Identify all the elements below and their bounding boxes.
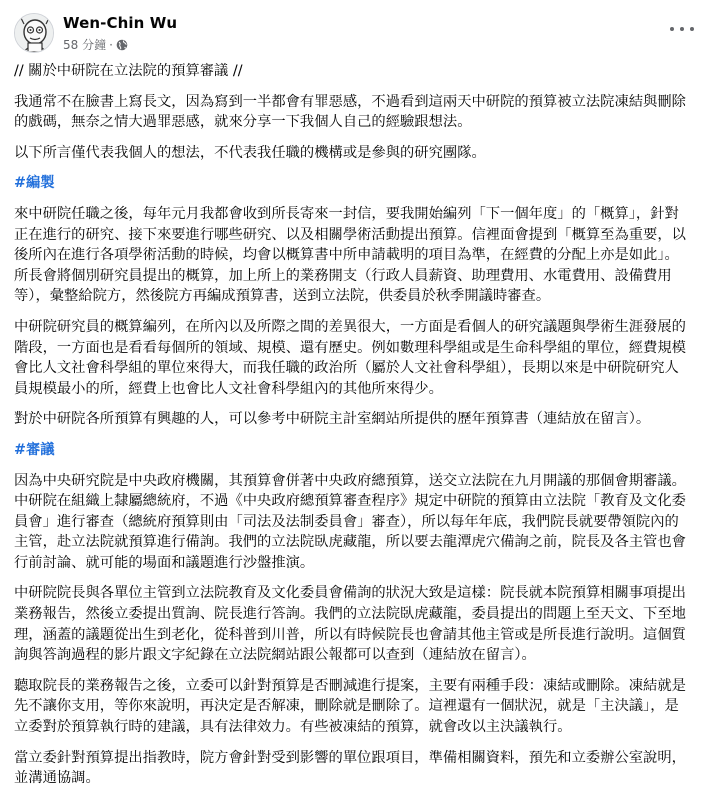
- globe-icon[interactable]: [116, 39, 128, 51]
- paragraph-disclaimer: 以下所言僅代表我個人的想法，不代表我任職的機構或是參與的研究團隊。: [14, 144, 486, 161]
- post-header: [14, 13, 694, 55]
- more-options-icon[interactable]: [670, 21, 694, 37]
- hashtag-link[interactable]: #編製: [14, 175, 55, 192]
- avatar[interactable]: [14, 13, 54, 53]
- paragraph-freeze-cut: 聽取院長的業務報告之後，立委可以針對預算是否刪減進行提案，主要有兩種手段：凍結或刪除。凍結就是先不讓你支用，等你來說明，再決定是否解凍，刪除就是刪除了。這裡還有一個狀況，就是「主決議」，是立委對於預算執行時的建議，具有法律效力。有些被凍結的預算，就會改以主決議執行。: [14, 677, 686, 736]
- post-time[interactable]: 58 分鐘: [63, 38, 107, 52]
- post-content: [14, 61, 690, 799]
- dot: [670, 27, 674, 31]
- paragraph-budget-reference: 對於中研院各所預算有興趣的人，可以參考中研院主計室網站所提供的歷年預算書（連結放在留言）。: [14, 411, 651, 428]
- paragraph-coordination: 當立委針對預算提出指教時，院方會針對受到影響的單位跟項目，準備相關資料，預先和立委辦公室說明，並溝通協調。: [14, 749, 686, 787]
- paragraph-budget-drafting: 來中研院任職之後，每年元月我都會收到所長寄來一封信，要我開始編列「下一個年度」的「概算」，針對正在進行的研究、接下來要進行哪些研究、以及相關學術活動提出預算。信裡面會提到「概算至為重要，以後所內在進行各項學術活動的時候，均會以概算書中所申請載明的項目為準，在經費的分配上亦是如此」。所長會將個別研究員提出的概算，加上所上的業務開支（行政人員薪資、助理費用、水電費用、設備費用等），彙整給院方，然後院方再編成預算書，送到立法院，供委員於秋季開議時審查。: [14, 205, 686, 305]
- author-name[interactable]: Wen-Chin Wu: [63, 14, 178, 32]
- hashtag-link[interactable]: #審議: [14, 441, 55, 458]
- paragraph-budget-scale: 中研院研究員的概算編列，在所內以及所際之間的差異很大，一方面是看個人的研究議題與學術生涯發展的階段，一方面也是看看每個所的領域、規模、還有歷史。例如數理科學組或是生命科學組的單位，經費規模會比人文社會科學組的單位來得大，而我任職的政治所（屬於人文社會科學組），長期以來是中研院研究人員規模最小的所，經費上也會比人文社會科學組內的其他所來得少。: [14, 318, 686, 397]
- paragraph-interpellation: 中研院院長與各單位主管到立法院教育及文化委員會備詢的狀況大致是這樣：院長就本院預算相關事項提出業務報告，然後立委提出質詢、院長進行答詢。我們的立法院臥虎藏龍，委員提出的問題上至天文、下至地理，涵蓋的議題從出生到老化，從科普到川普，所以有時候院長也會請其他主管或是所長進行說明。這個質詢與答詢過程的影片跟文字紀錄在立法院網站跟公報都可以查到（連結放在留言）。: [14, 585, 686, 664]
- avatar-cartoon-icon: [15, 14, 54, 53]
- dot: [680, 27, 684, 31]
- meta-separator: ·: [109, 37, 113, 52]
- dot: [690, 27, 694, 31]
- post-meta: [63, 36, 128, 53]
- paragraph-review-process: 因為中央研究院是中央政府機關，其預算會併著中央政府總預算，送交立法院在九月開議的那個會期審議。中研院在組織上隸屬總統府，不過《中央政府總預算審查程序》規定中研院的預算由立法院「教育及文化委員會」進行審查（總統府預算則由「司法及法制委員會」審查），所以每年年底，我們院長就要帶領院內的主管，赴立法院就預算進行備詢。我們的立法院臥虎藏龍，所以要去龍潭虎穴備詢之前，院長及各主管也會行前討論、就可能的場面和議題進行沙盤推演。: [14, 472, 686, 571]
- post-title: // 關於中研院在立法院的預算審議 //: [14, 63, 243, 79]
- paragraph-intro: 我通常不在臉書上寫長文，因為寫到一半都會有罪惡感，不過看到這兩天中研院的預算被立法院凍結與刪除的戲碼，無奈之情大過罪惡感，就來分享一下我個人自己的經驗跟想法。: [14, 93, 686, 131]
